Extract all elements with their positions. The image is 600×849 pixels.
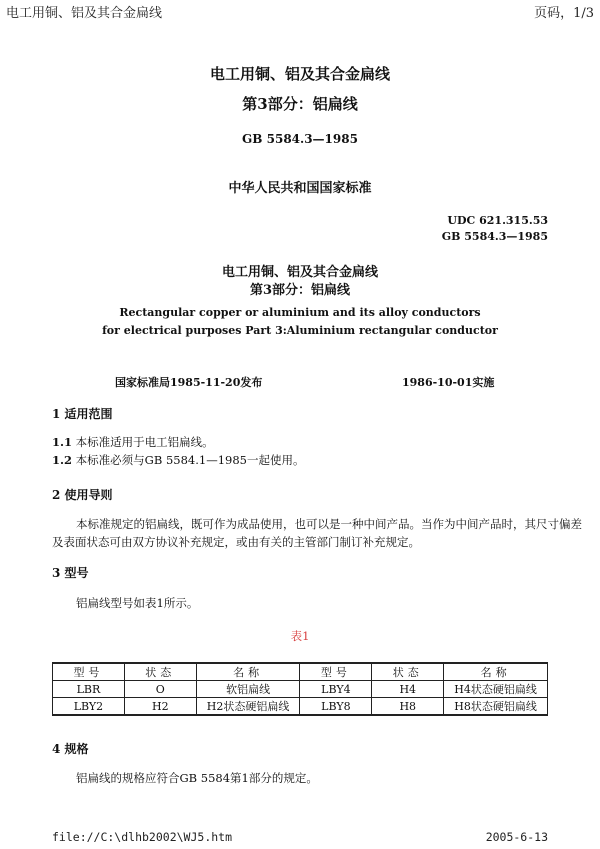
col-header-name: 名称 — [196, 663, 300, 681]
table-row — [53, 681, 548, 698]
footer-file-path: file://C:\dlhb2002\WJ5.htm — [52, 830, 233, 844]
section-2-paragraph-line-2: 及表面状态可由双方协议补充规定，或由有关的主管部门制订补充规定。 — [52, 535, 420, 549]
english-title-line-2: for electrical purposes Part 3:Aluminium rectangular conductor — [102, 324, 498, 337]
issuing-country-standard: 中华人民共和国国家标准 — [228, 181, 372, 196]
page-header-title: 电工用铜、铝及其合金扁线 — [6, 6, 163, 21]
section-2-title: 2 使用导则 — [52, 488, 113, 502]
table-header-row — [53, 663, 548, 681]
clause-text: 本标准必须与GB 5584.1—1985一起使用。 — [75, 453, 305, 467]
section-4-text: 铝扁线的规格应符合GB 5584第1部分的规定。 — [76, 771, 318, 785]
col-header-model: 型号 — [300, 663, 372, 681]
table-cell: H2状态硬铝扁线 — [196, 698, 300, 716]
table-cell: LBR — [53, 681, 125, 698]
english-title-line-1: Rectangular copper or aluminium and its alloy conductors — [119, 306, 481, 319]
table-cell: H4 — [372, 681, 444, 698]
table-row — [53, 698, 548, 716]
clause-text: 本标准适用于电工铝扁线。 — [75, 435, 214, 449]
table-cell: LBY8 — [300, 698, 372, 716]
clause-1-2 — [52, 451, 304, 469]
table-cell: O — [124, 681, 196, 698]
section-4-title: 4 规格 — [52, 742, 89, 756]
table-cell: H2 — [124, 698, 196, 716]
document-title: 电工用铜、铝及其合金扁线 — [209, 65, 390, 83]
table-cell: LBY4 — [300, 681, 372, 698]
clause-1-1 — [52, 433, 214, 451]
model-table — [52, 662, 548, 716]
effective-date: 1986-10-01实施 — [402, 376, 495, 389]
standard-code: GB 5584.3—1985 — [242, 132, 358, 146]
document-part: 第3部分：铝扁线 — [242, 95, 358, 113]
col-header-temper: 状态 — [124, 663, 196, 681]
issue-date: 国家标准局1985-11-20发布 — [115, 376, 263, 389]
page-number: 页码，1/3 — [534, 6, 594, 21]
footer-date: 2005-6-13 — [485, 830, 548, 844]
col-header-name: 名称 — [444, 663, 548, 681]
subtitle-part: 第3部分：铝扁线 — [249, 283, 351, 298]
section-1-title: 1 适用范围 — [52, 407, 113, 421]
table-cell: 软铝扁线 — [196, 681, 300, 698]
gb-code: GB 5584.3—1985 — [441, 230, 548, 243]
udc-code: UDC 621.315.53 — [447, 214, 548, 227]
table-cell: LBY2 — [53, 698, 125, 716]
section-3-text: 铝扁线型号如表1所示。 — [76, 596, 199, 610]
section-2-paragraph-line-1: 本标准规定的铝扁线，既可作为成品使用，也可以是一种中间产品。当作为中间产品时，其尺寸偏差 — [76, 517, 582, 531]
col-header-model: 型号 — [53, 663, 125, 681]
section-3-title: 3 型号 — [52, 566, 89, 580]
col-header-temper: 状态 — [372, 663, 444, 681]
subtitle-chinese: 电工用铜、铝及其合金扁线 — [221, 265, 378, 280]
table-cell: H8状态硬铝扁线 — [444, 698, 548, 716]
clause-number: 1.1 — [52, 435, 73, 449]
table-caption: 表1 — [290, 629, 310, 643]
table-cell: H8 — [372, 698, 444, 716]
clause-number: 1.2 — [52, 453, 73, 467]
table-cell: H4状态硬铝扁线 — [444, 681, 548, 698]
